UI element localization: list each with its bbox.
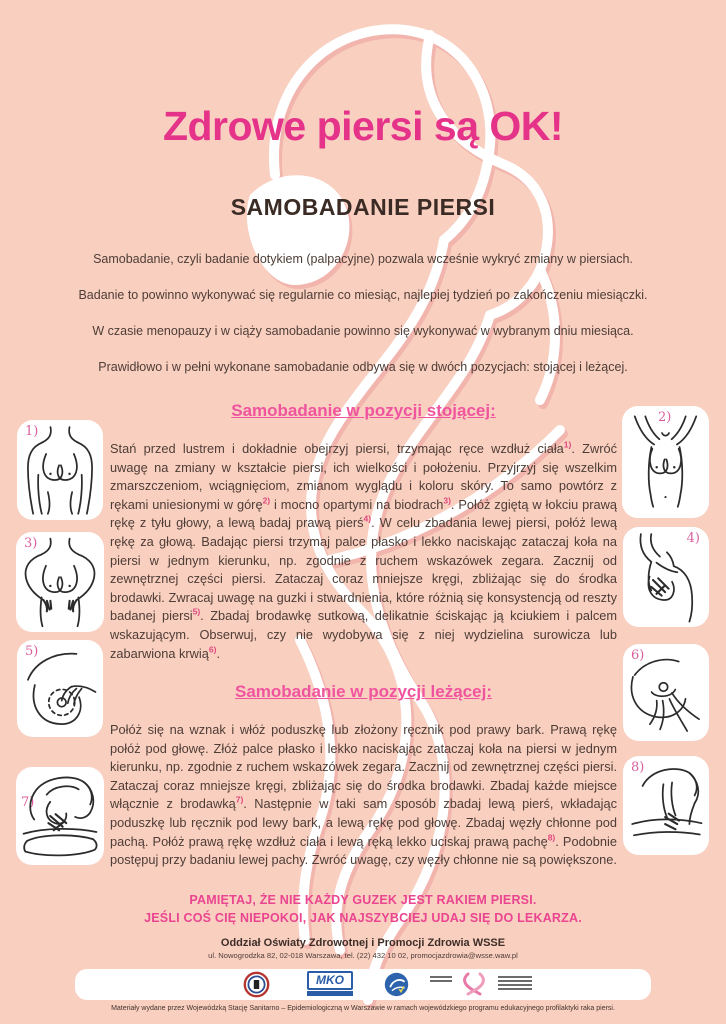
hands-on-hips-illustration-icon xyxy=(20,536,100,628)
figure-number: 4) xyxy=(686,531,700,546)
circular-palpation-illustration-icon xyxy=(21,644,99,733)
intro-line: Samobadanie, czyli badanie dotykiem (palpacyjne) pozwala wcześnie wykryć zmiany w piersiach. xyxy=(93,252,633,266)
nipple-squeeze-illustration-icon xyxy=(627,648,705,737)
figure-8-lying-armpit-exam xyxy=(623,756,709,855)
intro-line: Prawidłowo i w pełni wykonane samobadanie odbywa się w dwóch pozycjach: stojącej i leżącej. xyxy=(98,360,628,374)
arms-at-sides-illustration-icon xyxy=(21,424,99,516)
figure-number: 8) xyxy=(631,760,645,775)
mko-logo-text: MKO xyxy=(307,971,353,990)
figure-4-arm-behind-head-palpation xyxy=(623,527,709,627)
ribbon-right-textlines xyxy=(498,976,532,992)
mko-logo-bar xyxy=(307,991,353,996)
standing-section-heading: Samobadanie w pozycji stojącej: xyxy=(231,401,496,420)
pink-ribbon-icon xyxy=(454,971,494,997)
lying-section-heading: Samobadanie w pozycji leżącej: xyxy=(235,682,492,701)
intro-line: W czasie menopauzy i w ciąży samobadanie powinno się wykonywać w wybranym dniu miesiąca. xyxy=(92,324,634,338)
figure-number: 7) xyxy=(21,795,35,810)
figure-7-lying-breast-exam xyxy=(16,767,104,865)
standing-section-text: Stań przed lustrem i dokładnie obejrzyj piersi, trzymając ręce wzdłuż ciała$^{1)}$. Zwróć uwagę na zmiany w kształcie piersi, ich wielkości i położeniu. Przyjrzyj się wszelkim zmarszczeniom, wciągnięciom, zmianom wyglądu i koloru skóry. To samo powtórz z rękami uniesionymi w górę$^{2)}$ i mocno opartymi na biodrach$^{3)}$. Połóż zgiętą w łokciu prawą rękę z tyłu głowy, a lewą badaj prawą pierś$^{4)}$. W celu zbadania lewej piersi, połóż lewą rękę za głową. Badając piersi trzymaj palce płasko i lekko naciskając zataczaj koła na piersi w jednym kierunku, np. zgodnie z ruchem wskazówek zegara. Zacznij od zewnętrznej części piersi. Zataczaj coraz mniejsze kręgi, zbliżając się do środka brodawki. Zwracaj uwagę na guzki i stwardnienia, które różnią się konsystencją od reszty badanej piersi$^{5)}$. Zbadaj brodawkę sutkową, delikatnie ściskając ją kciukiem i palcem wskazującym. Obserwuj, czy nie wydobywa się z niej wydzielina surowicza lub zabarwiona krwią$^{6)}$. xyxy=(110,439,618,661)
figure-2-arms-raised xyxy=(622,406,709,518)
lying-armpit-exam-illustration-icon xyxy=(627,760,705,850)
footer-address: ul. Nowogrodzka 82, 02-018 Warszawa, tel. (22) 432 10 02, promocjazdrowia@wsse.waw.pl xyxy=(208,951,518,960)
arm-behind-head-palpation-illustration-icon xyxy=(627,531,705,623)
poster-title: Zdrowe piersi są OK! xyxy=(162,103,564,149)
arms-raised-illustration-icon xyxy=(626,410,705,514)
intro-paragraphs xyxy=(40,252,686,396)
lying-breast-exam-illustration-icon xyxy=(20,771,100,861)
logo-bar xyxy=(75,969,651,1000)
intro-line: Badanie to powinno wykonywać się regularnie co miesiąc, najlepiej tydzień po zakończeniu miesiączki. xyxy=(78,288,648,302)
figure-6-nipple-squeeze xyxy=(623,644,709,741)
figure-number: 5) xyxy=(25,644,39,659)
warning-line: JEŚLI COŚ CIĘ NIEPOKOI, JAK NAJSZYBCIEJ UDAJ SIĘ DO LEKARZA. xyxy=(144,911,582,925)
state-sanitary-inspection-badge-icon xyxy=(243,971,270,1003)
figure-number: 6) xyxy=(631,648,645,663)
figure-1-standing-arms-at-sides xyxy=(17,420,103,520)
health-program-emblem-icon xyxy=(383,971,410,1003)
figure-number: 3) xyxy=(24,536,38,551)
mko-logo xyxy=(307,971,353,996)
figure-5-circular-palpation xyxy=(17,640,103,737)
figure-number: 1) xyxy=(25,424,39,439)
lying-section-text: Połóż się na wznak i włóż poduszkę lub złożony ręcznik pod prawy bark. Prawą rękę połóż pod głowę. Złóż palce płasko i lekko naciskając zataczaj koła na piersi w jednym kierunku, np. zgodnie z ruchem wskazówek zegara. Zacznij od zewnętrznej części piersi. Zataczaj coraz mniejsze kręgi, zbliżając się do środka brodawki. Zbadaj każde miejsce włącznie z brodawką$^{7)}$. Następnie w taki sam sposób zbadaj lewą pierś, wkładając poduszkę lub ręcznik pod lewy bark, a lewą rękę pod głowę. Zbadaj węzły chłonne pod pachą. Połóż prawą rękę wzdłuż ciała i lewą ręką lekko uciskaj prawą pachę$^{8)}$. Podobnie postępuj przy badaniu lewej pachy. Zwróć uwagę, czy węzły chłonne nie są powiększone. xyxy=(110,722,617,868)
footer-organization: Oddział Oświaty Zdrowotnej i Promocji Zdrowia WSSE xyxy=(220,937,506,949)
figure-3-hands-on-hips xyxy=(16,532,104,632)
warning-message xyxy=(80,891,646,927)
warning-line: PAMIĘTAJ, ŻE NIE KAŻDY GUZEK JEST RAKIEM PIERSI. xyxy=(189,893,537,907)
poster-subtitle: SAMOBADANIE PIERSI xyxy=(230,194,496,220)
figure-number: 2) xyxy=(658,410,672,425)
footer-credits: Materiały wydane przez Wojewódzką Stację Sanitarno – Epidemiologiczną w Warszawie w ramach wojewódzkiego programu edukacyjnego profilaktyki raka piersi. xyxy=(111,1005,615,1012)
pink-ribbon-logo xyxy=(430,971,550,998)
ribbon-left-textlines xyxy=(430,976,452,984)
